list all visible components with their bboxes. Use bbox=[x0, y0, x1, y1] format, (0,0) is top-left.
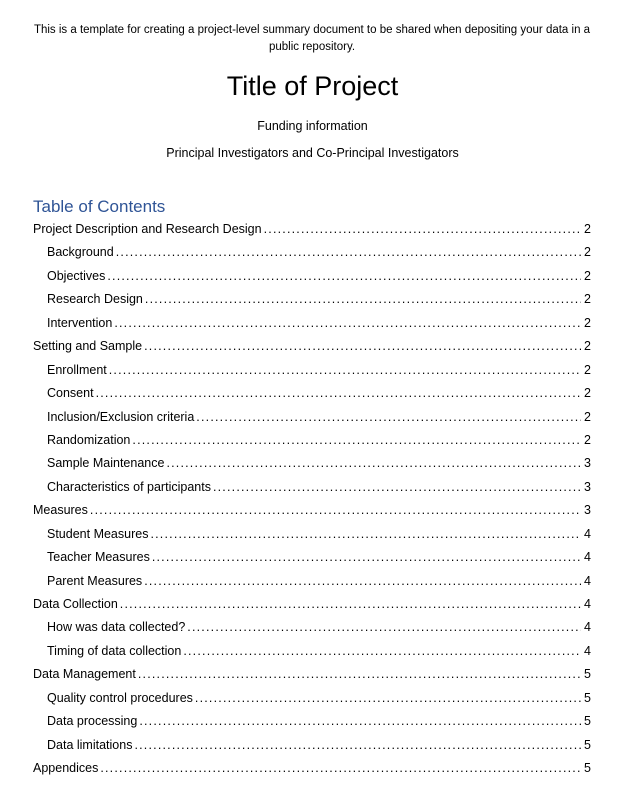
toc-entry-label: Appendices bbox=[33, 761, 99, 776]
toc-page-number: 2 bbox=[584, 362, 591, 377]
toc-dot-leader bbox=[187, 616, 581, 639]
toc-page-number: 4 bbox=[584, 526, 591, 541]
toc-entry-measures[interactable] bbox=[33, 499, 591, 522]
toc-dot-leader bbox=[134, 734, 581, 757]
toc-dot-leader bbox=[100, 757, 581, 780]
toc-entry-how-was-data-collected[interactable] bbox=[33, 616, 591, 639]
toc-page-number: 2 bbox=[584, 432, 591, 447]
toc-page-number: 2 bbox=[584, 292, 591, 307]
toc-dot-leader bbox=[139, 710, 581, 733]
toc-entry-label: Data Collection bbox=[33, 597, 118, 611]
toc-dot-leader bbox=[152, 546, 581, 569]
page-title: Title of Project bbox=[226, 71, 399, 101]
toc-dot-leader bbox=[132, 429, 581, 452]
toc-entry-label: Timing of data collection bbox=[47, 643, 182, 658]
toc-dot-leader bbox=[145, 288, 581, 311]
toc-entry-label: Inclusion/Exclusion criteria bbox=[47, 409, 195, 424]
toc-dot-leader bbox=[150, 523, 581, 546]
toc-page-number: 5 bbox=[584, 690, 591, 705]
toc-page-number: 5 bbox=[584, 761, 591, 776]
toc-dot-leader bbox=[144, 570, 581, 593]
toc-entry-label: Background bbox=[47, 245, 114, 260]
toc-entry-label: Objectives bbox=[47, 268, 106, 283]
toc-page-number: 5 bbox=[584, 737, 591, 752]
toc-entry-timing-of-data-collection[interactable] bbox=[33, 640, 591, 663]
toc-dot-leader bbox=[109, 359, 581, 382]
toc-page-number: 4 bbox=[584, 643, 591, 658]
toc-page-number: 2 bbox=[584, 315, 591, 330]
toc-entry-label: Quality control procedures bbox=[47, 690, 193, 705]
toc-entry-quality-control-procedures[interactable] bbox=[33, 687, 591, 710]
toc-entry-appendices[interactable] bbox=[33, 757, 591, 780]
toc-entry-label: Teacher Measures bbox=[47, 550, 150, 565]
toc-page-number: 3 bbox=[584, 479, 591, 494]
toc-entry-sample-maintenance[interactable] bbox=[33, 452, 591, 475]
toc-dot-leader bbox=[183, 640, 581, 663]
funding-info: Funding information bbox=[257, 119, 368, 133]
toc-entry-label: Parent Measures bbox=[47, 573, 143, 588]
toc-entry-label: Consent bbox=[47, 386, 94, 401]
toc-entry-label: Intervention bbox=[47, 315, 113, 330]
toc-dot-leader bbox=[144, 335, 581, 358]
toc-page-number: 2 bbox=[584, 222, 591, 236]
toc-page-number: 2 bbox=[584, 339, 591, 354]
toc-entry-intervention[interactable] bbox=[33, 312, 591, 335]
toc-page-number: 4 bbox=[584, 620, 591, 635]
toc-page-number: 4 bbox=[584, 550, 591, 565]
toc-entry-label: Data limitations bbox=[47, 737, 133, 752]
toc-dot-leader bbox=[264, 218, 581, 241]
toc-entry-label: Sample Maintenance bbox=[47, 456, 165, 471]
toc-dot-leader bbox=[195, 687, 581, 710]
intro-text: This is a template for creating a project-level summary document to be shared when depositing your data in a public repository. bbox=[33, 24, 591, 53]
investigators-line: Principal Investigators and Co-Principal Investigators bbox=[166, 146, 459, 160]
toc-dot-leader bbox=[138, 663, 581, 686]
toc-entry-consent[interactable] bbox=[33, 382, 591, 405]
toc-dot-leader bbox=[116, 241, 581, 264]
toc-entry-parent-measures[interactable] bbox=[33, 570, 591, 593]
toc-entry-label: Student Measures bbox=[47, 526, 149, 541]
toc-entry-label: Setting and Sample bbox=[33, 339, 143, 354]
toc-entry-label: Measures bbox=[33, 503, 88, 518]
toc-page-number: 2 bbox=[584, 268, 591, 283]
toc-dot-leader bbox=[107, 265, 581, 288]
toc-entry-characteristics-of-participants[interactable] bbox=[33, 476, 591, 499]
toc-entry-setting-and-sample[interactable] bbox=[33, 335, 591, 358]
toc-dot-leader bbox=[90, 499, 581, 522]
toc-entry-label: Randomization bbox=[47, 432, 131, 447]
toc-dot-leader bbox=[213, 476, 581, 499]
toc-entry-data-limitations[interactable] bbox=[33, 734, 591, 757]
toc-entry-randomization[interactable] bbox=[33, 429, 591, 452]
toc-entry-project-description-and-research-design[interactable] bbox=[33, 218, 591, 241]
toc-page-number: 5 bbox=[584, 714, 591, 729]
toc-entry-label: Project Description and Research Design bbox=[33, 222, 262, 236]
toc-page-number: 3 bbox=[584, 503, 591, 518]
toc-page-number: 4 bbox=[584, 597, 591, 611]
toc-page-number: 4 bbox=[584, 573, 591, 588]
toc-dot-leader bbox=[120, 593, 581, 616]
toc-entry-label: Data processing bbox=[47, 714, 138, 729]
toc-entry-background[interactable] bbox=[33, 241, 591, 264]
toc-page-number: 5 bbox=[584, 667, 591, 682]
toc-page-number: 2 bbox=[584, 409, 591, 424]
toc-page-number: 2 bbox=[584, 245, 591, 260]
toc-entry-data-management[interactable] bbox=[33, 663, 591, 686]
toc-entry-label: How was data collected? bbox=[47, 620, 186, 635]
toc-entry-research-design[interactable] bbox=[33, 288, 591, 311]
toc-entry-inclusion-exclusion-criteria[interactable] bbox=[33, 406, 591, 429]
toc-page-number: 2 bbox=[584, 386, 591, 401]
toc-entry-objectives[interactable] bbox=[33, 265, 591, 288]
toc-dot-leader bbox=[114, 312, 581, 335]
toc-dot-leader bbox=[96, 382, 581, 405]
toc-entry-label: Characteristics of participants bbox=[47, 479, 211, 494]
toc-dot-leader bbox=[196, 406, 581, 429]
toc-page-number: 3 bbox=[584, 456, 591, 471]
toc-dot-leader bbox=[166, 452, 581, 475]
toc-entry-student-measures[interactable] bbox=[33, 523, 591, 546]
toc-entry-label: Enrollment bbox=[47, 362, 107, 377]
table-of-contents bbox=[33, 218, 591, 781]
toc-entry-label: Research Design bbox=[47, 292, 143, 307]
toc-entry-data-processing[interactable] bbox=[33, 710, 591, 733]
toc-heading: Table of Contents bbox=[33, 197, 166, 216]
toc-entry-label: Data Management bbox=[33, 667, 136, 682]
toc-entry-enrollment[interactable] bbox=[33, 359, 591, 382]
toc-entry-teacher-measures[interactable] bbox=[33, 546, 591, 569]
toc-entry-data-collection[interactable] bbox=[33, 593, 591, 616]
